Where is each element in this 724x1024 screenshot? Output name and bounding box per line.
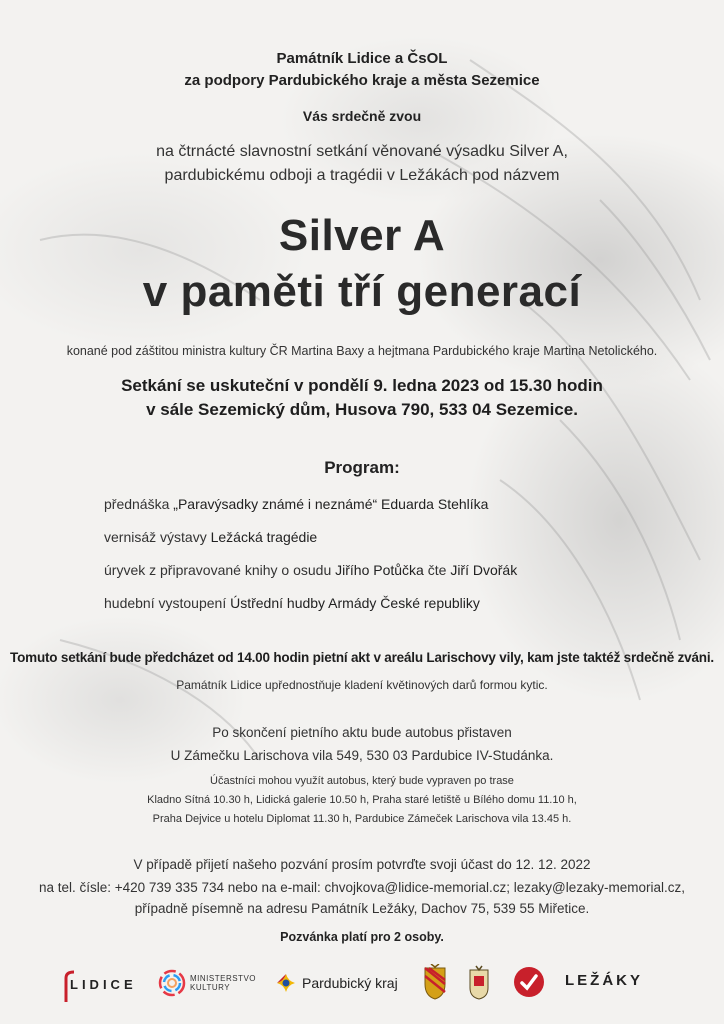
program-heading: Program: [324, 458, 400, 477]
title-line2: v paměti tří generací [142, 267, 582, 316]
pardubice-region-logo: Pardubický kraj [276, 968, 398, 998]
intro-line2: pardubickému odboji a tragédii v Ležákách pod názvem [164, 167, 560, 184]
program-item: přednáška „Paravýsadky známé i neznámé“ Eduarda Stehlíka [104, 496, 489, 512]
intro-line1: na čtrnácté slavnostní setkání věnované výsadku Silver A, [156, 143, 568, 160]
coat-of-arms-icon [423, 964, 447, 1000]
invite-text: Vás srdečně zvou [302, 108, 422, 124]
lidice-frame-icon [64, 970, 140, 1004]
event-venue: v sále Sezemický dům, Husova 790, 533 04 Sezemice. [146, 400, 578, 419]
program-item: vernisáž výstavy Ležácká tragédie [104, 529, 318, 545]
rsvp-contact: na tel. čísle: +420 739 335 734 nebo na e-mail: chvojkova@lidice-memorial.cz; lezaky@lezaky-memorial.cz, případně písemně na adresu Památník Ležáky, Dachov 75, 539 55 Miřetice. [38, 880, 686, 916]
event-title [0, 208, 724, 320]
ministry-logo: MINISTERSTVO KULTURY [158, 964, 256, 1002]
pre-event-note: Tomuto setkání bude předcházet od 14.00 hodin pietní akt v areálu Larischovy vily, kam jste taktéž srdečně zváni. [10, 650, 714, 665]
intro [0, 140, 724, 188]
patronage: konané pod záštitou ministra kultury ČR Martina Baxy a hejtmana Pardubického kraje Martina Netolického. [66, 344, 658, 358]
lidice-logo: LIDICE [64, 966, 141, 1000]
rsvp-heading: V případě přijetí našeho pozvání prosím potvrďte svoji účast do 12. 12. 2022 [133, 857, 591, 872]
program-item: hudební vystoupení Ústřední hudby Armády České republiky [104, 595, 480, 611]
bus-info: Po skončení pietního aktu bude autobus přistaven U Zámečku Larischova vila 549, 530 03 Pardubice IV-Studánka. [170, 725, 554, 763]
csol-emblem [468, 964, 490, 1000]
bus-route: Účastníci mohou využít autobus, který bude vypraven po trase Kladno Sítná 10.30 h, Lidická galerie 10.50 h, Praha staré letiště u Bílého domu 11.10 h, Praha Dejvice u hotelu Diplomat 11.30 h, Pardubice Zámeček Larischova vila 13.45 h. [147, 775, 577, 825]
red-round-emblem-icon [513, 966, 545, 998]
csol-shield-icon [468, 964, 490, 1000]
sezemice-coat-of-arms [423, 964, 447, 1000]
validity-note: Pozvánka platí pro 2 osoby. [280, 930, 444, 944]
organizers-line2: za podpory Pardubického kraje a města Sezemice [184, 72, 540, 89]
ministry-emblem-icon [158, 969, 186, 997]
event-details [0, 374, 724, 422]
region-cross-icon [276, 973, 296, 993]
event-date: Setkání se uskuteční v pondělí 9. ledna 2023 od 15.30 hodin [121, 376, 603, 395]
organizers [0, 48, 724, 92]
organizers-line1: Památník Lidice a ČsOL [276, 50, 448, 67]
lezaky-logo: LEŽÁKY [565, 972, 643, 989]
program-item: úryvek z připravované knihy o osudu Jiřího Potůčka čte Jiří Dvořák [104, 562, 518, 578]
red-emblem [513, 966, 545, 998]
partner-logos [0, 960, 724, 1006]
title-line1: Silver A [278, 211, 446, 260]
flowers-note: Památník Lidice upřednostňuje kladení květinových darů formou kytic. [176, 678, 548, 692]
